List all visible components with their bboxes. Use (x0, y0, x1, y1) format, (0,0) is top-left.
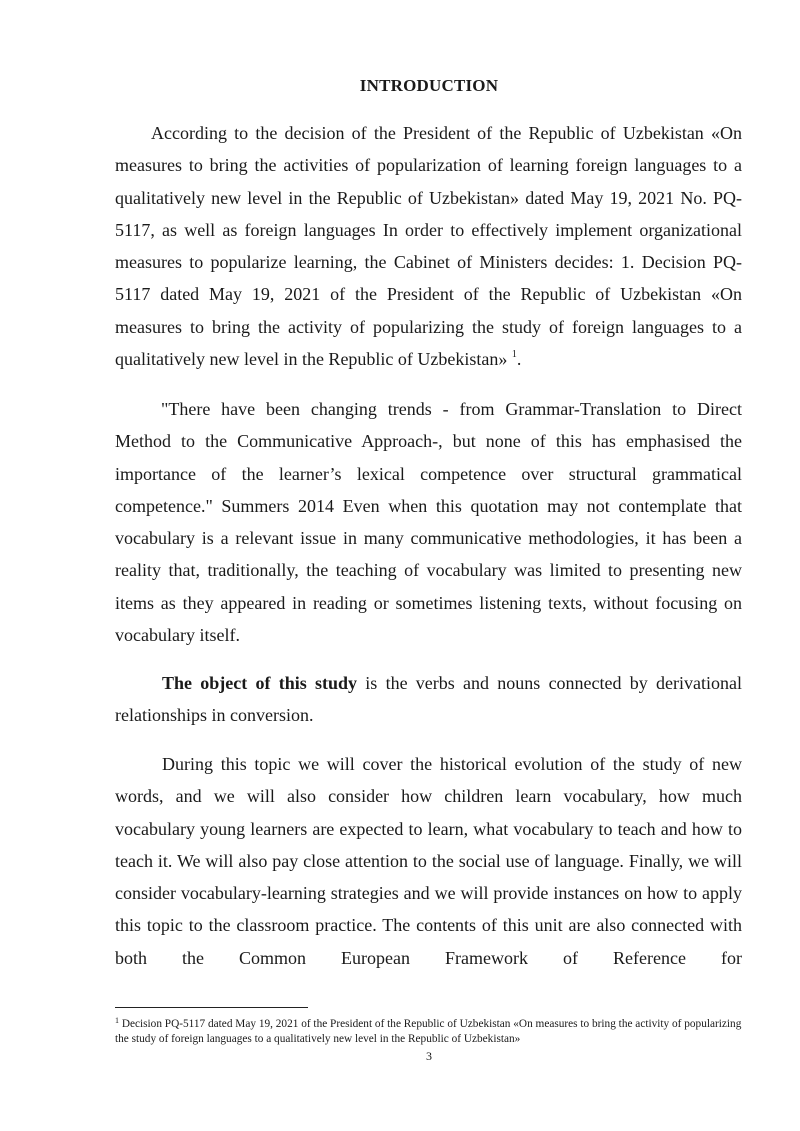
footnote-text: Decision PQ-5117 dated May 19, 2021 of the President of the Republic of Uzbekistan «On measures to bring the activity of popularizing the study of foreign languages to a qualitatively new level in the Republic of Uzbekistan» (115, 1018, 742, 1045)
footnote-separator (115, 1007, 308, 1008)
paragraph-topic: During this topic we will cover the historical evolution of the study of new words, and we will also consider how children learn vocabulary, how much vocabulary young learners are expected to learn, what vocabulary to teach and how to teach it. We will also pay close attention to the social use of language. Finally, we will consider vocabulary-learning strategies and we will provide instances on how to apply this topic to the classroom practice. The contents of this unit are also connected with both the Common European Framework of Reference for (115, 754, 742, 968)
paragraph-decision-end: . (516, 349, 522, 370)
paragraph-object (115, 667, 742, 732)
object-of-study-text: is the verbs and nouns connected by derivational relationships in conversion. (115, 673, 743, 726)
page-number: 3 (426, 1049, 432, 1063)
footnote-marker: 1 (115, 1016, 119, 1025)
footnote (115, 1017, 745, 1047)
paragraph-decision-text: According to the decision of the President of the Republic of Uzbekistan «On measures to bring the activities of popularization of learning foreign languages to a qualitatively new level in the Republic of Uzbekistan» dated May 19, 2021 No. PQ-5117, as well as foreign languages In order to effectively implement organizational measures to popularize learning, the Cabinet of Ministers decides: 1. Decision PQ-5117 dated May 19, 2021 of the President of the Republic of Uzbekistan «On measures to bring the activity of popularizing the study of foreign languages to a qualitatively new level in the Republic of Uzbekistan» (115, 123, 742, 370)
paragraph-quotation: "There have been changing trends - from Grammar-Translation to Direct Method to the Communicative Approach-, but none of this has emphasised the importance of the learner’s lexical competence over structural grammatical competence." Summers 2014 Even when this quotation may not contemplate that vocabulary is a relevant issue in many communicative methodologies, it has been a reality that, traditionally, the teaching of vocabulary was limited to presenting new items as they appeared in reading or sometimes listening texts, without focusing on vocabulary itself. (115, 399, 742, 646)
paragraph-decision (115, 117, 742, 375)
section-heading: INTRODUCTION (359, 76, 499, 95)
object-of-study-label: The object of this study (162, 673, 358, 693)
footnote-reference[interactable]: 1 (511, 349, 517, 361)
